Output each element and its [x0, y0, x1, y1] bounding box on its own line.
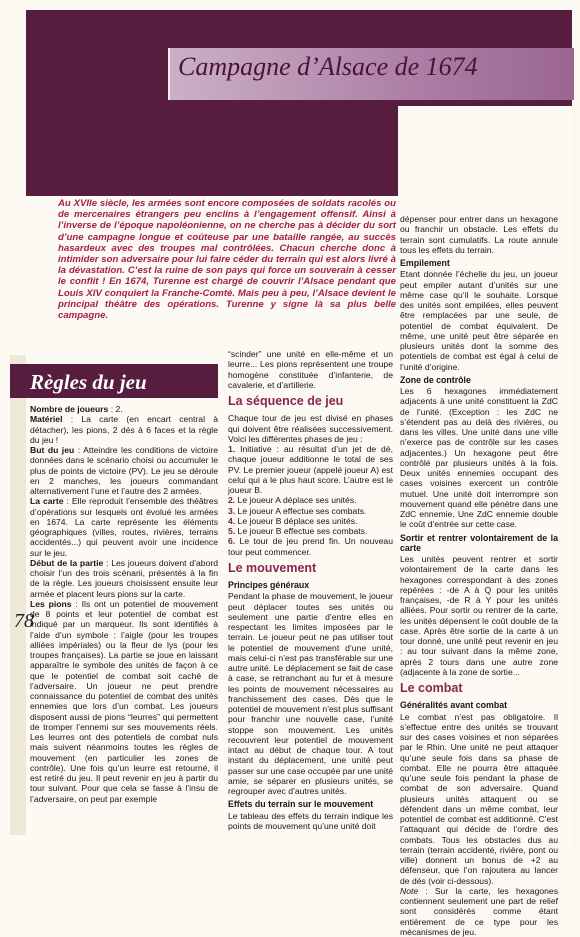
rule-text: : Atteindre les conditions de victoire données dans le scénario choisi ou accumuler le plus de points de victoire (PV). Le jeu se déroule en 2 manches, les joueurs commandant alternativement l’une et l’autre des 2 armées.: [30, 445, 218, 496]
phase-text: Initiative : au résultat d’un jet de dé, chaque joueur additionne le total de ses PV. Le premier joueur (appelé joueur A) est celui qui a le plus haut score. L’autre est le joueur B.: [228, 444, 393, 495]
rule-label: Les pions: [30, 598, 72, 609]
subheading-zone-controle: Zone de contrôle: [400, 374, 471, 385]
column-2: [228, 349, 393, 831]
subheading-generalites: Généralités avant combat: [400, 700, 508, 711]
rule-text: : 2.: [108, 404, 123, 414]
sequence-intro: Chaque tour de jeu est divisé en phases qui doivent être réalisées successivement. Voici les différentes phases de jeu :: [228, 413, 393, 444]
section-title-regles: Règles du jeu: [30, 370, 147, 394]
sortir-text: Les unités peuvent rentrer et sortir volontairement de la carte dans les hexagones correspondant à des zones repérées : -de A à Q pour les unités françaises, -de R à Y pour les unités alliées. Pour sortir ou rentrer de la carte, les unités dépensent le coût double de la case. Après être sortie de la carte à un tour donné, une unité peut revenir en jeu : au tour suivant dans la même zone, après 2 tours dans une autre zone (adjacente à la zone de sortie...: [400, 554, 558, 677]
rule-paragraph: [30, 496, 218, 558]
rule-label: La carte: [30, 496, 64, 507]
rule-label: Nombre de joueurs: [30, 404, 109, 414]
column-3: [400, 214, 558, 937]
color-band: [26, 106, 398, 196]
phase-item: [228, 516, 393, 526]
continued-text: “scinder” une unité en elle-même et un leurre... Les pions représentent une troupe homogène constituée d’infanterie, de cavalerie, et d’artillerie.: [228, 349, 393, 390]
subheading-principes: Principes généraux: [228, 580, 310, 590]
phase-item: [228, 526, 393, 536]
phase-text: Le joueur A effectue ses combats.: [235, 505, 367, 516]
rule-paragraph: [30, 414, 218, 445]
section-title-combat: Le combat: [400, 681, 463, 695]
subheading-empilement: Empilement: [400, 258, 450, 268]
section-title-mouvement: Le mouvement: [228, 560, 317, 575]
rule-paragraph: [30, 404, 218, 414]
phase-number: 6.: [228, 536, 236, 547]
intro-text: Au XVIIe siècle, les armées sont encore composées de soldats racolés ou de mercenaires étrangers peu enclins à l’engagement offensif. Ainsi à l’inverse de l’époque napoléonienne, on ne cherche pas à décider du sort d’une campagne longue et coûteuse par une bataille rangée, au succès hasardeux avec des troupes mal contrôlées. Chacun cherche donc à intimider son adversaire pour lui faire céder du terrain qui est alors livré à la dévastation. C’est la ruine de son pays qui force un souverain à cesser le conflit ! En 1674, Turenne est chargé de couvrir l’Alsace pendant que Louis XIV conquiert la Franche-Comté. Mais peu à peu, l’Alsace devient le principal théâtre des opérations. Turenne y signe là sa plus belle campagne.: [58, 198, 396, 322]
rule-paragraph: [30, 558, 218, 599]
rule-text: : La carte (en encart central à détacher), les pions, 2 dés à 6 faces et la règle du jeu !: [30, 414, 218, 445]
effets-text: Le tableau des effets du terrain indique les points de mouvement qu’une unité doit: [228, 810, 393, 831]
phase-number: 1.: [228, 444, 236, 454]
phase-item: [228, 536, 393, 557]
phase-text: Le tour de jeu prend fin. Un nouveau tour peut commencer.: [228, 536, 393, 557]
rule-label: But du jeu: [30, 445, 75, 455]
phase-item: [228, 444, 393, 495]
principes-text: Pendant la phase de mouvement, le joueur peut déplacer toutes ses unités ou seulement une partie d’entre elles en respectant les limites imposées par le terrain. Le joueur peut ne pas utiliser tout le potentiel de mouvement d’une unité, mais celui-ci n’est pas transférable sur une autre unité. Le déplacement se fait de case à case, se retranchant au fur et à mesure les points de mouvement nécessaires au franchissement des cases. Dès que le potentiel de mouvement n’est plus suffisant pour franchir une nouvelle case, l’unité stoppe son mouvement. Les unités recouvrent leur potentiel de mouvement intact au début de chaque tour. A tout instant du déplacement, une unité peut passer sur une case occupée par une unité amie, se séparer en plusieurs unités, se regrouper avec d’autres unités.: [228, 591, 393, 796]
rule-text: : Elle reproduit l’ensemble des théâtres d’opérations sur lesquels ont évolué les armées en 1674. La carte représente les éléments géographiques (villes, routes, rivières, terrains accidentés...) qui peuvent avoir une incidence sur le jeu.: [30, 496, 218, 558]
rule-text: : Ils ont un potentiel de mouvement de 8 points et leur potentiel de combat est indiqué par un marqueur. Ils sont identifiés à l’aide d’un symbole : l’aigle (pour les troupes alliées impériales) ou la fleur de lys (pour les troupes françaises). La partie se joue en laissant apparaître le symbole des unités de façon à ce que le potentiel de combat soit caché de l’adversaire. Un joueur ne peut prendre connaissance du potentiel de combat des unités ennemies que lors d’un combat. Les joueurs disposent aussi de pions “leurres” qui permettent de tromper l’ennemi sur ses mouvements réels. Les leurres ont des potentiels de combat nuls mais suivent néanmoins toutes les règles de mouvement (en particulier les zones de contrôle). Une fois qu’un leurre est retourné, il est retiré du jeu. Il peut revenir en jeu à partir du tour suivant. Pour que cela se fasse à l’insu de l’adversaire, on peut par exemple: [30, 598, 218, 804]
side-strip: [10, 355, 26, 835]
phase-number: 4.: [228, 515, 236, 526]
subheading-sortir: Sortir et rentrer volontairement de la carte: [400, 532, 558, 553]
phase-number: 5.: [228, 526, 236, 536]
phase-number: 2.: [228, 495, 236, 506]
article-title: Campagne d’Alsace de 1674: [178, 52, 478, 81]
note-label: Note: [400, 885, 419, 896]
column-1: [30, 404, 218, 804]
rule-paragraph: [30, 599, 218, 804]
generalites-text: Le combat n’est pas obligatoire. Il s’effectue entre des unités se trouvant sur des cases voisines et non séparées par le Rhin. Une unité ne peut attaquer qu’une seule fois dans sa phase de combat. Elle ne pourra être attaquée qu’une seule fois pendant la phase de combat de son adversaire. Quand plusieurs unités attaquent ou se défendent dans un même combat, leur potentiel de combat est additionné. C’est l’attaquant qui décide de l’ordre des combats. Tous les obstacles dus au terrain (terrain accidenté, rivière, pont ou ville) donnent un bonus de +2 au défenseur, que l’on rajoutera au lancer de dés (voir ci-dessous).: [400, 711, 558, 886]
phase-item: [228, 506, 393, 516]
phase-text: Le joueur B déplace ses unités.: [235, 515, 358, 526]
note-text: : Sur la carte, les hexagones contiennent seulement une part de relief sont considérés comme étant entièrement de ce type pour les mécanismes de jeu.: [400, 885, 558, 937]
zone-text: Les 6 hexagones immédiatement adjacents à une unité constituent la ZdC de l’unité. (Exception : les ZdC ne s’étendent pas au delà des rivières, ou dans les villes. Une unité dans une ville n’exerce pas de contrôle sur les cases adjacentes.) Un hexagone peut être contrôlé par plusieurs unités à la fois. Deux unités ennemies occupant des cases voisines exercent un contrôle mutuel. Une unité doit interrompre son mouvement quand elle pénètre dans une ZdC ennemie. Une ZdC ennemie double le coût d’entrée sur cette case.: [400, 386, 558, 530]
phase-text: Le joueur B effectue ses combats.: [235, 526, 368, 536]
intro-paragraph: [58, 198, 396, 321]
rule-text: : Les joueurs doivent d’abord choisir l’un des trois scénarii, présentés à la fin de la règle. Les joueurs choisissent ensuite leur armée et placent leurs pions sur la carte.: [30, 557, 219, 599]
continued-text: dépenser pour entrer dans un hexagone ou franchir un obstacle. Les effets du terrain sont cumulatifs. La route annule tous les effets du terrain.: [400, 214, 558, 255]
note-paragraph: [400, 886, 558, 937]
rule-label: Matériel: [30, 414, 63, 425]
page-number: 78: [14, 610, 34, 632]
subheading-effets-terrain: Effets du terrain sur le mouvement: [228, 799, 374, 810]
phase-text: Le joueur A déplace ses unités.: [235, 495, 357, 506]
section-title-sequence: La séquence de jeu: [228, 394, 344, 408]
phase-number: 3.: [228, 505, 236, 516]
rule-paragraph: [30, 445, 218, 496]
rule-label: Début de la partie: [30, 557, 104, 568]
empilement-text: Etant donnée l’échelle du jeu, un joueur peut empiler autant d’unités sur une même case qu’il le souhaite. Lorsque des unités sont empilées, elles peuvent être remplacées par une seule, de potentiel de combat équivalent. De même, une unité peut être séparée en plusieurs unités dont la somme des potentiels de combat est égal à celui de l’unité d’origine.: [400, 269, 558, 372]
phase-item: [228, 495, 393, 505]
